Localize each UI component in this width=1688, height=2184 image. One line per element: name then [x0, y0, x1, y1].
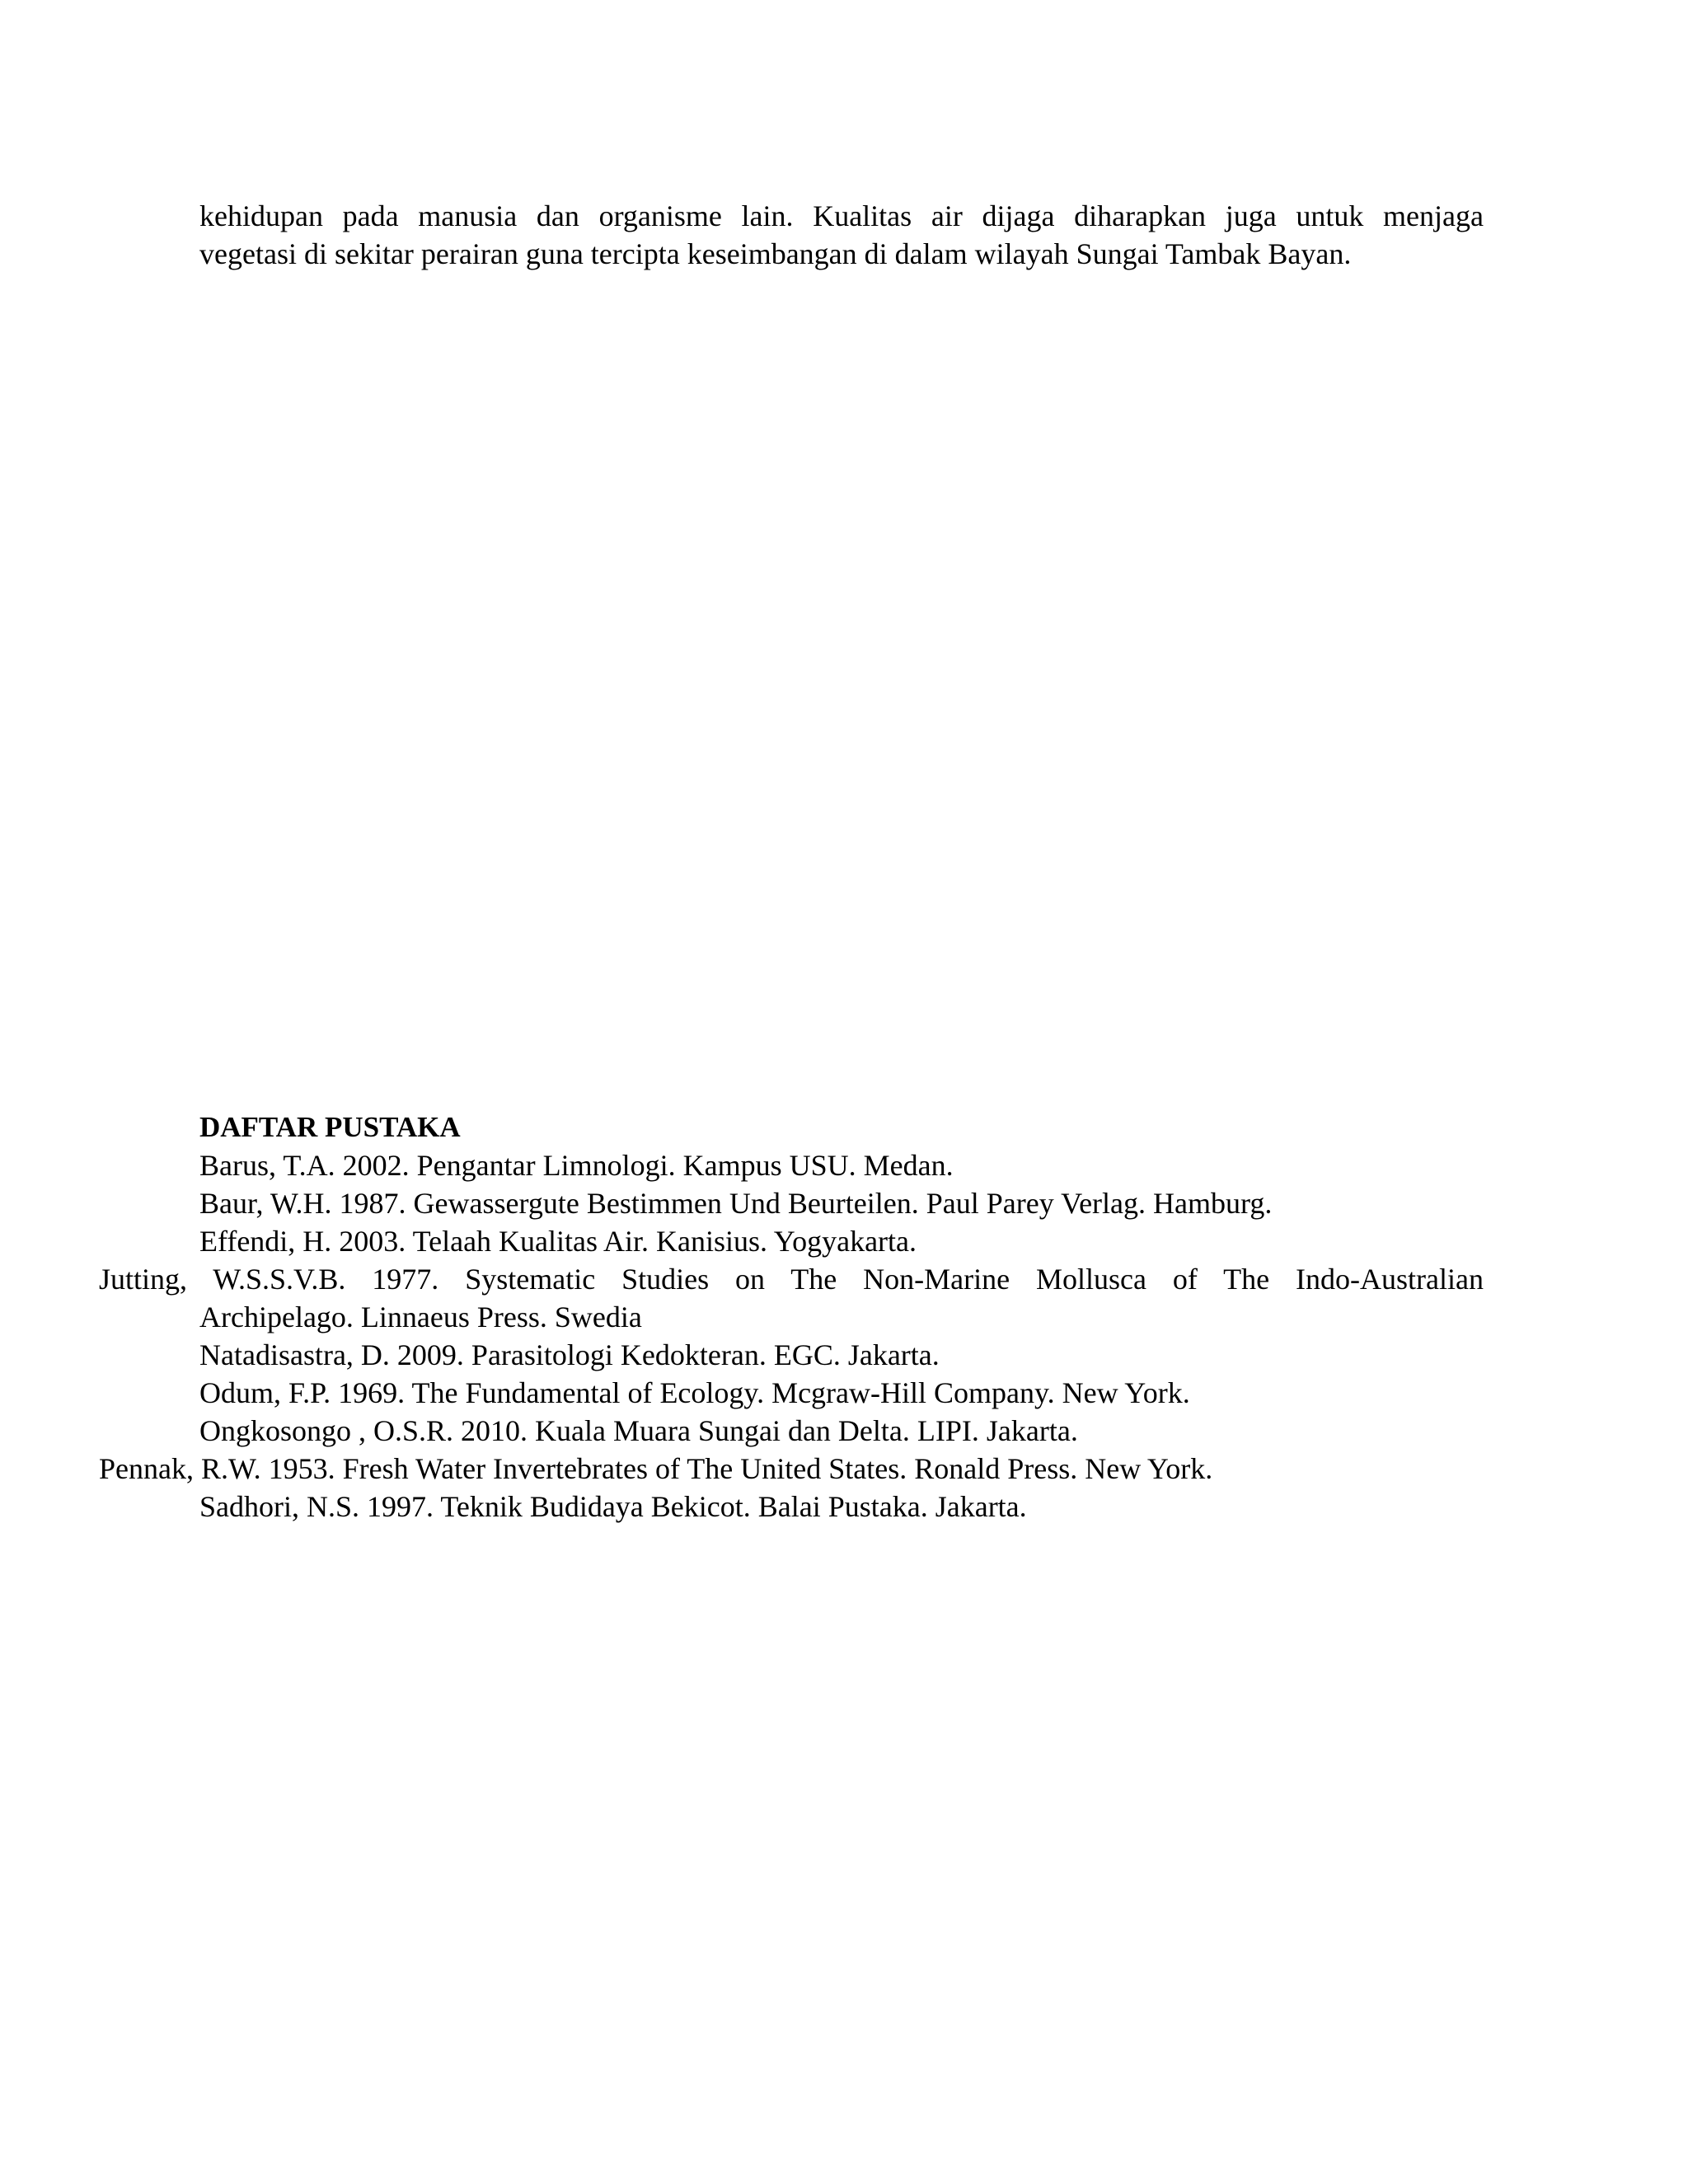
reference-entry-baur: Baur, W.H. 1987. Gewassergute Bestimmen Und Beurteilen. Paul Parey Verlag. Hamburg.: [199, 1187, 1273, 1220]
reference-entry-pennak: Pennak, R.W. 1953. Fresh Water Invertebrates of The United States. Ronald Press. New York.: [99, 1452, 1213, 1485]
reference-entry-sadhori: Sadhori, N.S. 1997. Teknik Budidaya Bekicot. Balai Pustaka. Jakarta.: [199, 1490, 1027, 1523]
reference-entry-jutting-continued: Archipelago. Linnaeus Press. Swedia: [199, 1301, 642, 1333]
paragraph-line-1: kehidupan pada manusia dan organisme lain. Kualitas air dijaga diharapkan juga untuk menjaga: [199, 199, 1484, 232]
reference-entry-natadisastra: Natadisastra, D. 2009. Parasitologi Kedokteran. EGC. Jakarta.: [199, 1338, 940, 1371]
reference-entry-effendi: Effendi, H. 2003. Telaah Kualitas Air. Kanisius. Yogyakarta.: [199, 1225, 917, 1258]
reference-entry-jutting: Jutting, W.S.S.V.B. 1977. Systematic Studies on The Non-Marine Mollusca of The Indo-Australian: [99, 1263, 1484, 1296]
paragraph-line-2: vegetasi di sekitar perairan guna tercipta keseimbangan di dalam wilayah Sungai Tambak Bayan.: [199, 237, 1352, 270]
reference-entry-odum: Odum, F.P. 1969. The Fundamental of Ecology. Mcgraw-Hill Company. New York.: [199, 1376, 1190, 1409]
reference-entry-ongkosongo: Ongkosongo , O.S.R. 2010. Kuala Muara Sungai dan Delta. LIPI. Jakarta.: [199, 1414, 1078, 1447]
references-heading: DAFTAR PUSTAKA: [199, 1111, 461, 1143]
reference-entry-barus: Barus, T.A. 2002. Pengantar Limnologi. Kampus USU. Medan.: [199, 1149, 954, 1182]
